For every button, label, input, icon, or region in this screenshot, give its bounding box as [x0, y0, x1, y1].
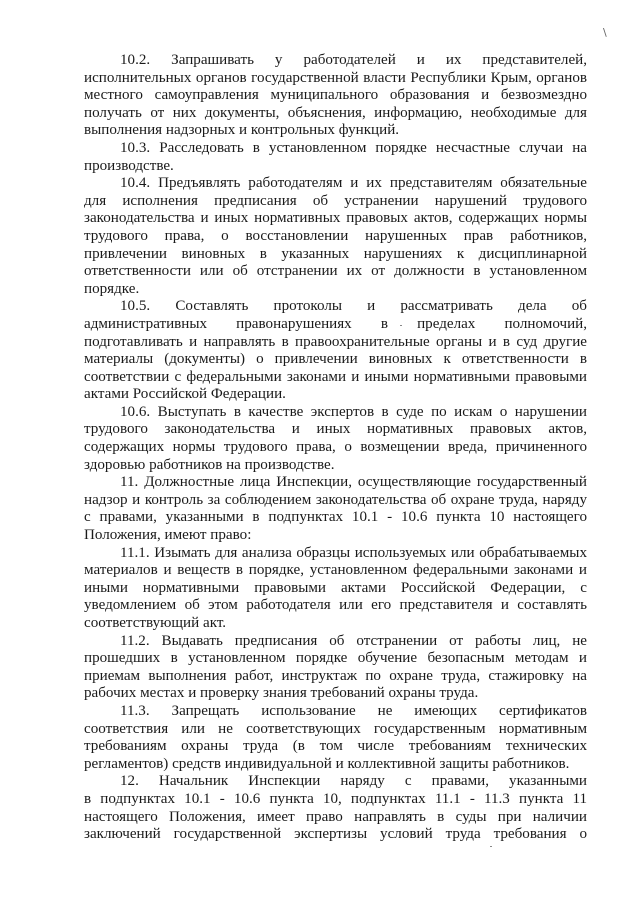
- text-line: настоящего Положения, имеет право направлять в суды при наличии: [84, 808, 587, 825]
- text-line: 10.3. Расследовать в установленном порядке несчастные случаи на: [120, 139, 587, 156]
- text-line: получать от них документы, объяснения, информацию, необходимые для: [84, 104, 587, 121]
- text-line: уведомлением об этом работодателя или его представителя и составлять: [84, 597, 587, 614]
- text-line: производстве.: [84, 157, 174, 174]
- text-line: трудового права, о восстановлении нарушенных прав работников,: [84, 227, 587, 244]
- text-line: заключений государственной экспертизы условий труда требования о: [84, 826, 587, 843]
- text-line: 10.4. Предъявлять работодателям и их представителям обязательные: [120, 175, 587, 192]
- text-line: 10.6. Выступать в качестве экспертов в суде по искам о нарушении: [120, 403, 587, 420]
- text-line: подготавливать и направлять в правоохранительные органы и в суд другие: [84, 333, 587, 350]
- text-line: Положения, имеют право:: [84, 527, 252, 544]
- text-line: законодательства и иных нормативных правовых актов, содержащих нормы: [84, 210, 587, 227]
- text-line: для исполнения предписания об устранении нарушений трудового: [84, 192, 587, 209]
- text-line: административных правонарушениях в пределах полномочий,: [84, 315, 587, 332]
- text-line: соответствующий акт.: [84, 615, 227, 631]
- text-line: актами Российской Федерации.: [84, 386, 286, 403]
- text-line: выполнения надзорных и контрольных функций.: [84, 122, 400, 139]
- text-line: рабочих местах и проверку знания требований охраны труда.: [84, 685, 479, 702]
- paragraph: [84, 633, 587, 703]
- text-line: порядке.: [84, 280, 140, 297]
- paragraph: [84, 474, 587, 544]
- text-line: здоровью работников на производстве.: [84, 456, 335, 473]
- text-line: регламентов) средств индивидуальной и коллективной защиты работников.: [84, 755, 570, 772]
- paragraph: [84, 175, 587, 298]
- text-line: ответственности или об отстранении их от должности в установленном: [84, 263, 587, 280]
- text-line: исполнительных органов государственной власти Республики Крым, органов: [84, 69, 587, 86]
- text-line: привлечении виновных в указанных нарушениях к дисциплинарной: [84, 245, 587, 262]
- paragraph: [84, 52, 587, 140]
- text-line: 11.2. Выдавать предписания об отстранении от работы лиц, не: [120, 632, 587, 649]
- text-line: в подпунктах 10.1 - 10.6 пункта 10, подпунктах 11.1 - 11.3 пункта 11: [84, 790, 587, 807]
- text-line: прошедших в установленном порядке обучение безопасным методам и: [84, 650, 587, 667]
- text-line: материалы (документы) о привлечении виновных к ответственности в: [84, 351, 587, 368]
- paragraph: [84, 703, 587, 773]
- paragraph: [84, 404, 587, 474]
- text-line: приемам выполнения работ, инструктаж по охране труда, стажировку на: [84, 667, 587, 684]
- text-line: 11.3. Запрещать использование не имеющих сертификатов: [120, 702, 587, 719]
- text-line: иными нормативными правовыми актами Российской Федерации, с: [84, 579, 587, 596]
- text-line: требованиям охраны труда (в том числе требованиям технических: [84, 738, 587, 755]
- paragraph: [84, 773, 587, 843]
- text-line: материалов и веществ в порядке, установленном федеральными законами и: [84, 562, 587, 579]
- text-line: трудового законодательства и иных нормативных правовых актов,: [84, 421, 587, 438]
- text-line: 11. Должностные лица Инспекции, осуществляющие государственный: [120, 474, 587, 491]
- scan-speck: [490, 846, 492, 847]
- paragraph: [84, 298, 587, 404]
- paragraph: [84, 545, 587, 633]
- text-line: содержащих нормы трудового права, о возмещении вреда, причиненного: [84, 439, 587, 456]
- document-page: [84, 52, 587, 844]
- text-line: 12. Начальник Инспекции наряду с правами, указанными: [120, 773, 587, 790]
- corner-mark: \: [603, 26, 607, 39]
- text-line: 10.5. Составлять протоколы и рассматривать дела об: [120, 298, 587, 315]
- text-line: местного самоуправления муниципального образования и безвозмездно: [84, 87, 587, 104]
- text-line: 10.2. Запрашивать у работодателей и их представителей,: [120, 52, 587, 68]
- text-line: 11.1. Изымать для анализа образцы используемых или обрабатываемых: [120, 544, 587, 561]
- text-line: надзор и контроль за соблюдением законодательства об охране труда, наряду: [84, 491, 587, 508]
- paragraph: [84, 140, 587, 175]
- text-line: с правами, указанными в подпунктах 10.1 - 10.6 пункта 10 настоящего: [84, 509, 587, 526]
- text-line: соответствия или не соответствующих государственным нормативным: [84, 720, 587, 737]
- text-line: соответствии с федеральными законами и иными нормативными правовыми: [84, 368, 587, 385]
